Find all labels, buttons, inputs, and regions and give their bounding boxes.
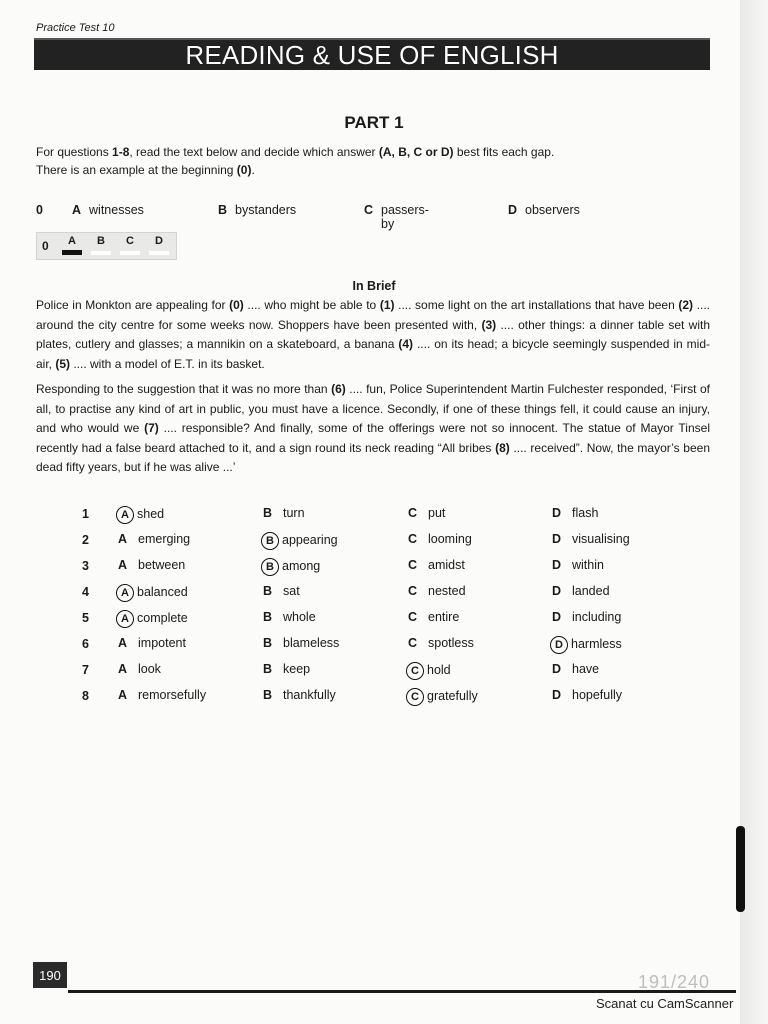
option-text: between [138, 558, 186, 572]
circled-answer-letter: A [116, 584, 134, 602]
option-text: observers [525, 203, 580, 217]
option-letter: B [263, 636, 273, 650]
option-letter: A [72, 203, 82, 217]
answer-option-d[interactable] [552, 558, 604, 572]
gap-marker: (3) [481, 317, 497, 332]
example-answer-box [36, 232, 177, 260]
option-text: among [282, 559, 321, 573]
gap-marker: (4) [398, 337, 414, 351]
option-letter: D [552, 688, 562, 702]
option-letter: C [364, 203, 374, 217]
instructions-bold: 1-8 [112, 145, 130, 159]
option-letter: C [408, 636, 418, 650]
answer-option-c[interactable] [408, 662, 451, 680]
option-letter: D [552, 506, 562, 520]
example-number: 0 [36, 203, 43, 217]
option-text: bystanders [235, 203, 297, 217]
option-text: entire [428, 610, 460, 624]
instructions-text: . [251, 163, 255, 177]
gap-marker: (1) [379, 298, 395, 312]
option-letter: D [552, 584, 562, 598]
option-text: look [138, 662, 161, 676]
option-letter: A [118, 636, 128, 650]
option-letter: A [118, 688, 128, 702]
instructions [36, 143, 696, 179]
option-letter: C [408, 558, 418, 572]
scroll-thumb[interactable] [736, 826, 745, 912]
answer-option-b[interactable] [263, 506, 305, 520]
option-text: keep [283, 662, 311, 676]
option-text: have [572, 662, 600, 676]
question-row [0, 583, 748, 605]
text-title: In Brief [352, 279, 396, 293]
answer-box-letter-c: C [126, 235, 134, 247]
instructions-bold: (0) [236, 163, 252, 177]
circled-answer-letter: C [406, 662, 424, 680]
question-row [0, 557, 748, 579]
answer-option-c[interactable] [408, 558, 465, 572]
answer-option-a[interactable] [118, 584, 188, 602]
passage-text: .... received”. Now, the mayor’s been dead fifty years, but if he was alive ...’ [36, 440, 710, 474]
option-letter: D [508, 203, 518, 217]
answer-option-a[interactable] [118, 506, 164, 524]
answer-option-d[interactable] [552, 506, 598, 520]
option-text: hold [427, 663, 451, 677]
question-number: 2 [82, 533, 89, 547]
option-text: including [572, 610, 622, 624]
passage-text: .... other things: a dinner table set with plates, cutlery and glasses; a mannikin on a skateboard, a banana [36, 317, 710, 351]
question-row [0, 505, 748, 527]
answer-option-a[interactable] [118, 610, 188, 628]
answer-box-letter-b: B [97, 235, 105, 247]
option-text: sat [283, 584, 300, 598]
option-letter: C [408, 610, 418, 624]
option-letter: B [263, 610, 273, 624]
option-text: landed [572, 584, 610, 598]
option-text: hopefully [572, 688, 623, 702]
gap-marker: (7) [144, 421, 159, 435]
option-letter: B [263, 662, 273, 676]
question-number: 6 [82, 637, 89, 651]
option-letter: C [408, 506, 418, 520]
passage-text: .... some light on the art installations that have been [394, 298, 679, 312]
question-number: 8 [82, 689, 89, 703]
question-row [0, 687, 748, 709]
answer-option-d[interactable] [552, 610, 621, 624]
option-letter: B [263, 506, 273, 520]
option-letter: A [118, 558, 128, 572]
answer-option-c[interactable] [408, 610, 459, 624]
option-text: complete [137, 611, 188, 625]
option-text: flash [572, 506, 599, 520]
circled-answer-letter: A [116, 506, 134, 524]
circled-answer-letter: B [261, 532, 279, 550]
answer-option-c[interactable] [408, 688, 478, 706]
running-head: Practice Test 10 [36, 22, 115, 34]
question-row [0, 635, 748, 657]
option-text: witnesses [89, 203, 144, 217]
answer-option-d[interactable] [552, 662, 599, 676]
question-row [0, 531, 748, 553]
question-number: 4 [82, 585, 89, 599]
question-number: 5 [82, 611, 89, 625]
answer-box-letter-d: D [155, 235, 163, 247]
option-text: put [428, 506, 446, 520]
option-text: spotless [428, 636, 474, 650]
option-text: gratefully [427, 689, 478, 703]
passage-text: .... who might be able to [243, 298, 380, 312]
circled-answer-letter: C [406, 688, 424, 706]
option-text: looming [428, 532, 472, 546]
passage-paragraph-1 [36, 296, 710, 374]
answer-box-mark-a [62, 250, 82, 255]
page-counter: 191/240 [638, 972, 711, 992]
page-number: 190 [33, 962, 67, 988]
option-text: thankfully [283, 688, 336, 702]
option-text: within [572, 558, 604, 572]
section-banner [34, 38, 710, 70]
gap-marker: (0) [229, 298, 244, 312]
gap-marker: (5) [55, 356, 71, 371]
example-option-b [218, 203, 297, 217]
answer-option-c[interactable] [408, 506, 445, 520]
option-text: harmless [571, 637, 622, 651]
answer-option-a[interactable] [118, 662, 161, 676]
option-letter: B [263, 584, 273, 598]
option-letter: D [552, 610, 562, 624]
option-text: visualising [572, 532, 630, 546]
instructions-text: best fits each gap. [453, 145, 555, 159]
gap-marker: (6) [331, 382, 346, 396]
option-letter: D [552, 532, 562, 546]
circled-answer-letter: D [550, 636, 568, 654]
answer-option-b[interactable] [263, 688, 336, 702]
option-letter: A [118, 662, 128, 676]
answer-option-b[interactable] [263, 558, 320, 576]
answer-option-c[interactable] [408, 532, 472, 546]
option-letter: D [552, 662, 562, 676]
gap-marker: (8) [495, 440, 510, 455]
option-text: turn [283, 506, 305, 520]
passage-text: .... around the city centre for some weeks now. Shoppers have been presented with, [36, 298, 711, 332]
answer-option-b[interactable] [263, 662, 310, 676]
passage-text: Police in Monkton are appealing for [36, 298, 230, 312]
answer-option-a[interactable] [118, 636, 186, 650]
option-letter: C [408, 584, 418, 598]
option-text: blameless [283, 636, 340, 650]
example-question [36, 203, 696, 231]
question-row [0, 609, 748, 631]
passage-text: .... fun, Police Superintendent Martin Fulchester responded, ‘First of all, to practise any kind of art in public, you must have a licence. Secondly, if one of these things fell, it could cause an injury, and who would we [36, 382, 710, 435]
answer-option-b[interactable] [263, 532, 338, 550]
option-text: remorsefully [138, 688, 207, 702]
part-title: PART 1 [344, 113, 404, 132]
passage-text: .... on its head; a bicycle seemingly suspended in mid-air, [36, 337, 710, 371]
option-text: appearing [282, 533, 338, 547]
option-text: nested [428, 584, 466, 598]
question-number: 1 [82, 507, 89, 521]
answer-option-d[interactable] [552, 532, 630, 546]
question-row [0, 661, 748, 683]
answer-box-mark-c [120, 251, 140, 255]
option-text: balanced [137, 585, 188, 599]
option-letter: B [263, 688, 273, 702]
answer-box-mark-d [149, 251, 169, 255]
answer-option-b[interactable] [263, 610, 316, 624]
passage-text: Responding to the suggestion that it was no more than [36, 382, 332, 396]
option-letter: C [408, 532, 418, 546]
instructions-text: There is an example at the beginning [36, 163, 237, 177]
option-text: emerging [138, 532, 191, 546]
answer-option-d[interactable] [552, 636, 622, 654]
gap-marker: (2) [678, 298, 694, 312]
example-option-d [508, 203, 580, 217]
scanner-watermark: Scanat cu CamScanner [596, 996, 734, 1011]
passage-paragraph-2 [36, 380, 710, 478]
option-letter: B [218, 203, 228, 217]
option-text: shed [137, 507, 165, 521]
answer-option-d[interactable] [552, 584, 610, 598]
answer-box-number: 0 [42, 239, 49, 253]
question-number: 7 [82, 663, 89, 677]
question-number: 3 [82, 559, 89, 573]
answer-option-d[interactable] [552, 688, 622, 702]
example-option-a [72, 203, 144, 217]
example-option-c [364, 203, 429, 231]
instructions-bold: (A, B, C or D) [378, 145, 454, 159]
answer-option-a[interactable] [118, 532, 190, 546]
answer-option-a[interactable] [118, 688, 206, 702]
answer-option-b[interactable] [263, 584, 300, 598]
answer-box-mark-b [91, 251, 111, 255]
option-text: impotent [138, 636, 186, 650]
passage-text: .... responsible? And finally, some of the offerings were not so innocent. The statue of Mayor Tinsel recently had a false beard attached to it, and a sign round its neck reading “All bribes [36, 421, 710, 455]
option-text: passers-by [381, 203, 429, 231]
option-text: amidst [428, 558, 465, 572]
option-letter: D [552, 558, 562, 572]
option-text: whole [283, 610, 316, 624]
circled-answer-letter: A [116, 610, 134, 628]
answer-option-c[interactable] [408, 584, 466, 598]
passage-text: .... with a model of E.T. in its basket. [70, 356, 265, 371]
instructions-text: , read the text below and decide which answer [129, 145, 379, 159]
answer-option-a[interactable] [118, 558, 185, 572]
option-letter: A [118, 532, 128, 546]
answer-box-letter-a: A [68, 235, 76, 247]
footer-rule [68, 990, 736, 993]
circled-answer-letter: B [261, 558, 279, 576]
answer-option-c[interactable] [408, 636, 474, 650]
section-title: READING & USE OF ENGLISH [185, 39, 559, 70]
answer-option-b[interactable] [263, 636, 339, 650]
instructions-text: For questions [36, 145, 113, 159]
